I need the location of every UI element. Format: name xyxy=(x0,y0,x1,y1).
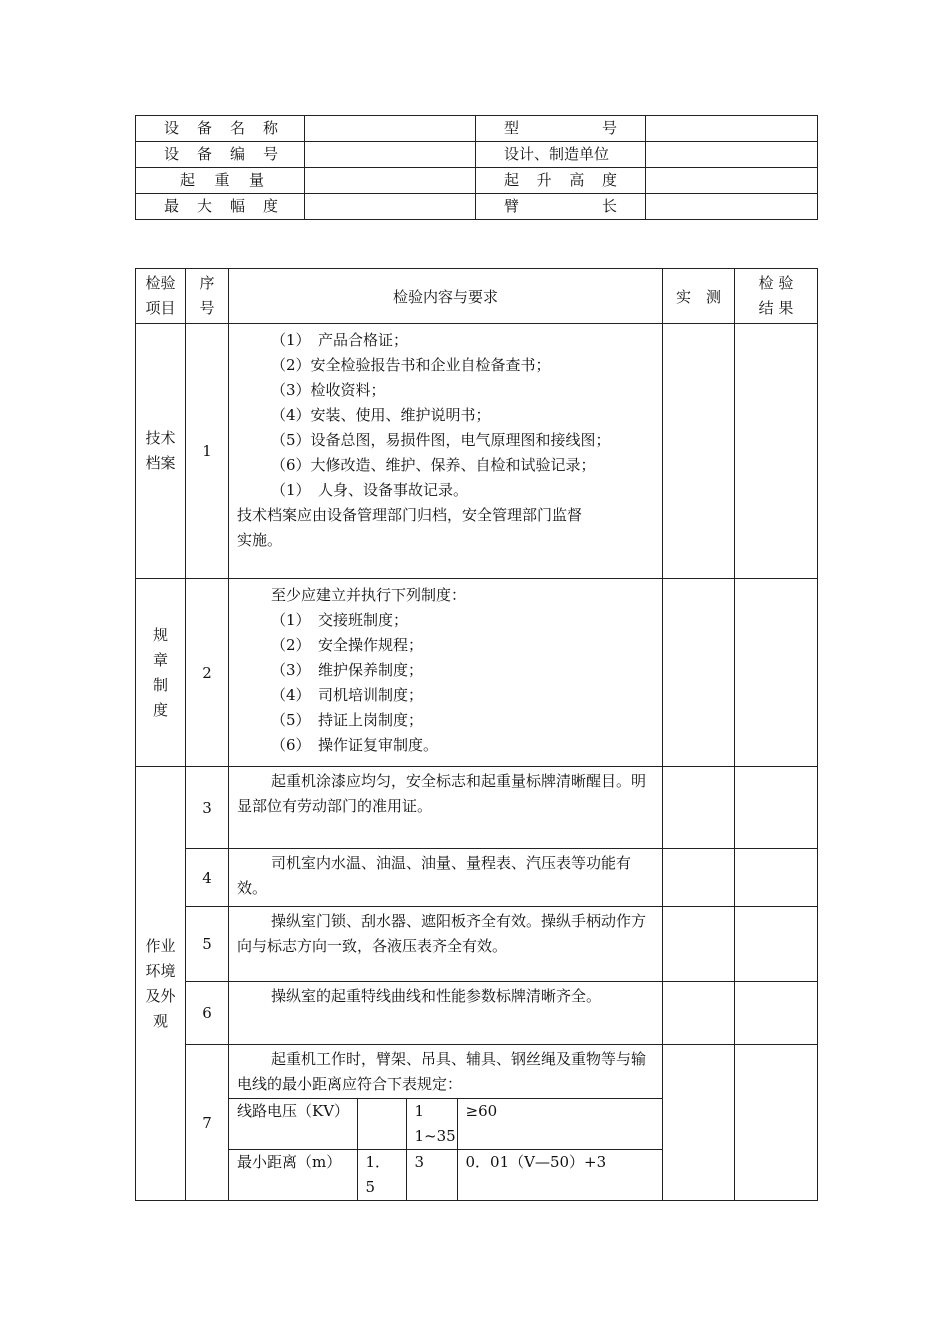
distance-label: 最小距离（m） xyxy=(229,1150,357,1201)
info-row xyxy=(136,168,818,194)
info-value xyxy=(646,168,818,194)
info-label: 设 备 名 称 xyxy=(136,116,305,142)
content-line: （1） 人身、设备事故记录。 xyxy=(271,481,469,499)
category-rules: 规章制度 xyxy=(136,579,186,767)
result-cell-2 xyxy=(735,579,818,767)
measured-cell-4 xyxy=(663,849,735,907)
content-line: （4）安装、使用、维护说明书； xyxy=(271,406,491,424)
content-rules xyxy=(229,579,663,767)
measured-cell-1 xyxy=(663,324,735,579)
info-value xyxy=(646,142,818,168)
row-rules xyxy=(136,579,818,767)
header-result: 检 验 结 果 xyxy=(735,269,818,324)
measured-cell-5 xyxy=(663,907,735,982)
header-content: 检验内容与要求 xyxy=(229,269,663,324)
seq-7: 7 xyxy=(186,1045,229,1201)
inspection-table xyxy=(135,268,818,1201)
content-6: 操纵室的起重特线曲线和性能参数标牌清晰齐全。 xyxy=(229,982,663,1045)
info-row xyxy=(136,194,818,220)
result-cell-6 xyxy=(735,982,818,1045)
content-7: 起重机工作时，臂架、吊具、辅具、钢丝绳及重物等与输电线的最小距离应符合下表规定： 线路电压（KV） 1 1~35 ≥60 最小距离（m） 1．5 3 0．01（V—50）+3 xyxy=(229,1045,663,1201)
content-line: （3）检收资料； xyxy=(271,381,386,399)
content-3: 起重机涂漆应均匀，安全标志和起重量标牌清晰醒目。明显部位有劳动部门的准用证。 xyxy=(229,767,663,849)
result-cell-3 xyxy=(735,767,818,849)
rules-lines xyxy=(229,579,662,758)
info-value xyxy=(646,194,818,220)
content-line: （5） 持证上岗制度； xyxy=(271,711,424,729)
distance-subtable xyxy=(229,1098,662,1200)
content-line: （6）大修改造、维护、保养、自检和试验记录； xyxy=(271,456,596,474)
distance-col-1: 1．5 xyxy=(357,1150,406,1201)
seq-4: 4 xyxy=(186,849,229,907)
info-value xyxy=(305,142,476,168)
seq-5: 5 xyxy=(186,907,229,982)
info-value xyxy=(305,168,476,194)
content-line: 技术档案应由设备管理部门归档，安全管理部门监督 xyxy=(237,506,583,524)
measured-cell-6 xyxy=(663,982,735,1045)
content-line: （1） 交接班制度； xyxy=(271,611,409,629)
row-env-7 xyxy=(136,1045,818,1201)
content-5: 操纵室门锁、刮水器、遮阳板齐全有效。操纵手柄动作方向与标志方向一致，各液压表齐全有效。 xyxy=(229,907,663,982)
header-measured: 实 测 xyxy=(663,269,735,324)
row-env-4 xyxy=(136,849,818,907)
header-item: 检验项目 xyxy=(136,269,186,324)
seq-3: 3 xyxy=(186,767,229,849)
distance-col-3: 0．01（V—50）+3 xyxy=(457,1150,662,1201)
seq-6: 6 xyxy=(186,982,229,1045)
info-label: 型 号 xyxy=(476,116,646,142)
content-line: 实施。 xyxy=(237,531,283,549)
tech-lines xyxy=(229,324,662,553)
voltage-col-3: ≥60 xyxy=(457,1099,662,1150)
voltage-label: 线路电压（KV） xyxy=(229,1099,357,1150)
info-value xyxy=(305,116,476,142)
seq-2: 2 xyxy=(186,579,229,767)
result-cell-1 xyxy=(735,324,818,579)
voltage-col-2: 1 1~35 xyxy=(406,1099,457,1150)
info-label: 起 重 量 xyxy=(136,168,305,194)
info-label: 起 升 高 度 xyxy=(476,168,646,194)
row-env-3 xyxy=(136,767,818,849)
measured-cell-3 xyxy=(663,767,735,849)
content-line: （2）安全检验报告书和企业自检备查书； xyxy=(271,356,551,374)
seq-1: 1 xyxy=(186,324,229,579)
info-value xyxy=(646,116,818,142)
measured-cell-7 xyxy=(663,1045,735,1201)
info-row xyxy=(136,116,818,142)
content-line: （5）设备总图，易损件图，电气原理图和接线图； xyxy=(271,431,611,449)
result-cell-4 xyxy=(735,849,818,907)
info-label: 设 备 编 号 xyxy=(136,142,305,168)
content-line: （2） 安全操作规程； xyxy=(271,636,424,654)
row-env-5 xyxy=(136,907,818,982)
voltage-col-1 xyxy=(357,1099,406,1150)
info-label: 设计、制造单位 xyxy=(476,142,646,168)
result-cell-7 xyxy=(735,1045,818,1201)
info-label: 臂 长 xyxy=(476,194,646,220)
row-tech xyxy=(136,324,818,579)
content-4: 司机室内水温、油温、油量、量程表、汽压表等功能有效。 xyxy=(229,849,663,907)
info-value xyxy=(305,194,476,220)
equipment-info-table xyxy=(135,115,818,220)
content-line: 至少应建立并执行下列制度： xyxy=(271,586,467,604)
content-line: （1） 产品合格证； xyxy=(271,331,409,349)
content-line: （4） 司机培训制度； xyxy=(271,686,424,704)
header-row xyxy=(136,269,818,324)
result-cell-5 xyxy=(735,907,818,982)
subtable-voltage-row xyxy=(229,1099,662,1150)
content-line: （6） 操作证复审制度。 xyxy=(271,736,439,754)
measured-cell-2 xyxy=(663,579,735,767)
category-tech: 技术档案 xyxy=(136,324,186,579)
content-line: （3） 维护保养制度； xyxy=(271,661,424,679)
category-env: 作业环境及外观 xyxy=(136,767,186,1201)
subtable-distance-row xyxy=(229,1150,662,1201)
distance-col-2: 3 xyxy=(406,1150,457,1201)
header-seq: 序号 xyxy=(186,269,229,324)
row-env-6 xyxy=(136,982,818,1045)
info-row xyxy=(136,142,818,168)
content-tech xyxy=(229,324,663,579)
info-label: 最 大 幅 度 xyxy=(136,194,305,220)
